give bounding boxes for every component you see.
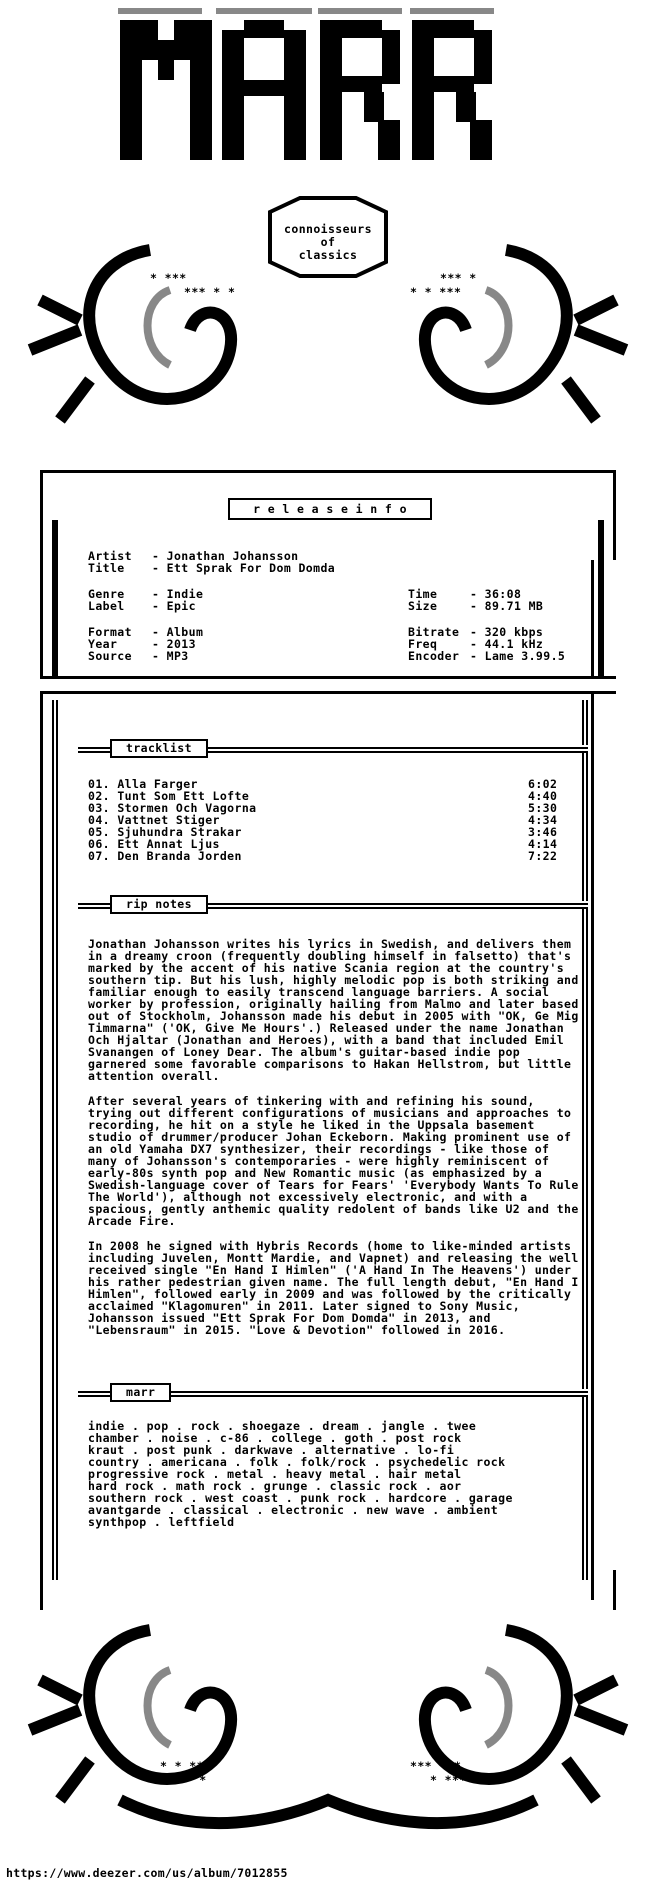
tracklist-heading: tracklist — [110, 739, 208, 758]
tracklist-bar — [78, 742, 588, 756]
track-time: 3:46 — [528, 825, 558, 839]
size-label: Size — [408, 599, 438, 613]
svg-text:* ***: * *** — [150, 271, 187, 285]
track-title: Stormen Och Vagorna — [117, 801, 257, 815]
track-time: 7:22 — [528, 849, 558, 863]
rip-notes-paragraph-3: In 2008 he signed with Hybris Records (home to like-minded artists including Juvelen, Montt Mardie, and Vapnet) and releasing the well received single "En Hand I Himlen" ('A Hand In The Heavens') under his rather pedestrian given name. The full length debut, "En Hand I Himlen", followed early in 2009 and was followed by the critically acclaimed "Klagomuren" in 2011. Later signed to Sony Music, Johansson issued "Ett Sprak For Dom Domda" in 2013, and "Lebensraum" in 2015. "Love & Devotion" followed in 2016. — [88, 1239, 579, 1337]
track-time: 4:40 — [528, 789, 558, 803]
track-title: Ett Annat Ljus — [117, 837, 220, 851]
marr-heading: marr — [110, 1383, 171, 1402]
rip-notes-heading: rip notes — [110, 895, 208, 914]
rip-notes-paragraph-2: After several years of tinkering with and refining his sound, trying out different configurations of musicians and approaches to recording, he hit on a style he liked in the Uppsala basement studio of drummer/producer Johan Eckeborn. Making prominent use of an old Yamaha DX7 synthesizer, their recordings - like those of many of Johansson's contemporaries - were highly reminiscent of early-80s synth pop and New Romantic music (as emphasized by a Swedish-language cover of Tears for Fears' 'Everybody Wants To Rule The World'), although not excessively electronic, and with a spacious, gently anthemic quality redolent of bands like U2 and the Arcade Fire. — [88, 1094, 579, 1228]
right-rail-top — [598, 560, 604, 680]
source-label: Source — [88, 649, 132, 663]
track-row — [88, 850, 558, 862]
track-number: 04. — [88, 813, 110, 827]
genre-line: chamber . noise . c-86 . college . goth . post rock — [88, 1431, 462, 1445]
track-title: Tunt Som Ett Lofte — [117, 789, 250, 803]
genre-line: hard rock . math rock . grunge . classic rock . aor — [88, 1479, 462, 1493]
rip-notes-paragraph-1: Jonathan Johansson writes his lyrics in Swedish, and delivers them in a dreamy croon (frequently doubling himself in falsetto) that's marked by the accent of his native Scania region at the country's southern tip. But his lush, highly melodic pop is both striking and familiar enough to easily transcend language barriers. A social worker by profession, originally hailing from Malmo and later based out of Stockholm, Johansson made his debut in 2005 with "OK, Ge Mig Timmarna" ('OK, Give Me Hours'.) Released under the name Jonathan Och Hjaltar (Jonathan and Heroes), with a band that included Emil Svanangen of Loney Dear. The album's guitar-based indie pop garnered some favorable comparisons to Hakan Hellstrom, but little attention overall. — [88, 937, 579, 1083]
left-rail-top — [52, 560, 58, 680]
year-value: 2013 — [166, 637, 196, 651]
artist-value-text: Jonathan Johansson — [166, 549, 299, 563]
genre-line: synthpop . leftfield — [88, 1515, 235, 1529]
marr-logo — [120, 20, 492, 160]
genre-line: country . americana . folk . folk/rock . psychedelic rock — [88, 1455, 506, 1469]
genre-line: kraut . post punk . darkwave . alternative . lo-fi — [88, 1443, 455, 1457]
track-title: Vattnet Stiger — [117, 813, 220, 827]
source-url-link[interactable]: https://www.deezer.com/us/album/7012855 — [6, 1866, 288, 1880]
genre-label: Genre — [88, 587, 125, 601]
track-number: 02. — [88, 789, 110, 803]
bitrate-label: Bitrate — [408, 625, 460, 639]
title-value-text: Ett Sprak For Dom Domda — [166, 561, 336, 575]
rip-notes-bar — [78, 898, 588, 912]
genre-list — [88, 1420, 558, 1528]
release-info-heading-text: r e l e a s e i n f o — [253, 502, 407, 516]
genre-line: indie . pop . rock . shoegaze . dream . jangle . twee — [88, 1419, 477, 1433]
track-title: Alla Farger — [117, 777, 198, 791]
genre-line: southern rock . west coast . punk rock . hardcore . garage — [88, 1491, 513, 1505]
track-time: 5:30 — [528, 801, 558, 815]
track-time: 6:02 — [528, 777, 558, 791]
year-label: Year — [88, 637, 118, 651]
tagline-line-1: connoisseurs — [284, 222, 372, 236]
track-title: Den Branda Jorden — [117, 849, 242, 863]
freq-label: Freq — [408, 637, 438, 651]
track-number: 07. — [88, 849, 110, 863]
svg-text:*** *: *** * — [170, 1773, 207, 1787]
svg-text:* ***: * *** — [430, 1773, 467, 1787]
tracklist — [88, 778, 558, 862]
artist-value: - Jonathan Johansson — [152, 549, 299, 563]
format-value: Album — [166, 625, 204, 639]
svg-text:*** * *: *** * * — [410, 1759, 462, 1773]
time-label: Time — [408, 587, 438, 601]
track-number: 03. — [88, 801, 110, 815]
bitrate-value: 320 kbps — [484, 625, 544, 639]
svg-text:*** *: *** * — [440, 271, 477, 285]
svg-text:*** * *: *** * * — [184, 285, 236, 299]
encoder-label: Encoder — [408, 649, 460, 663]
genre-line: progressive rock . metal . heavy metal . hair metal — [88, 1467, 462, 1481]
format-label: Format — [88, 625, 132, 639]
track-number: 01. — [88, 777, 110, 791]
track-number: 06. — [88, 837, 110, 851]
tagline-line-2: of — [320, 235, 336, 249]
release-info-heading — [228, 498, 432, 520]
svg-text:* * ***: * * *** — [160, 1759, 212, 1773]
genre-value: Indie — [166, 587, 204, 601]
track-title: Sjuhundra Strakar — [117, 825, 242, 839]
svg-text:* * ***: * * *** — [410, 285, 462, 299]
marr-footer-art — [0, 1570, 656, 1860]
genre-line: avantgarde . classical . electronic . new wave . ambient — [88, 1503, 499, 1517]
time-value: 36:08 — [484, 587, 522, 601]
track-time: 4:34 — [528, 813, 558, 827]
title-value: - Ett Sprak For Dom Domda — [152, 561, 336, 575]
rip-notes — [88, 938, 580, 1349]
tagline-line-3: classics — [298, 248, 358, 262]
label-label: Label — [88, 599, 125, 613]
artist-label: Artist — [88, 549, 132, 563]
title-label: Title — [88, 561, 125, 575]
source-value: MP3 — [166, 649, 189, 663]
size-value: 89.71 MB — [484, 599, 544, 613]
track-number: 05. — [88, 825, 110, 839]
label-value: Epic — [166, 599, 196, 613]
marr-header-art — [0, 0, 656, 563]
track-time: 4:14 — [528, 837, 558, 851]
encoder-value: Lame 3.99.5 — [484, 649, 566, 663]
release-info-divider — [40, 676, 616, 694]
marr-bar — [78, 1386, 588, 1400]
freq-value: 44.1 kHz — [484, 637, 544, 651]
